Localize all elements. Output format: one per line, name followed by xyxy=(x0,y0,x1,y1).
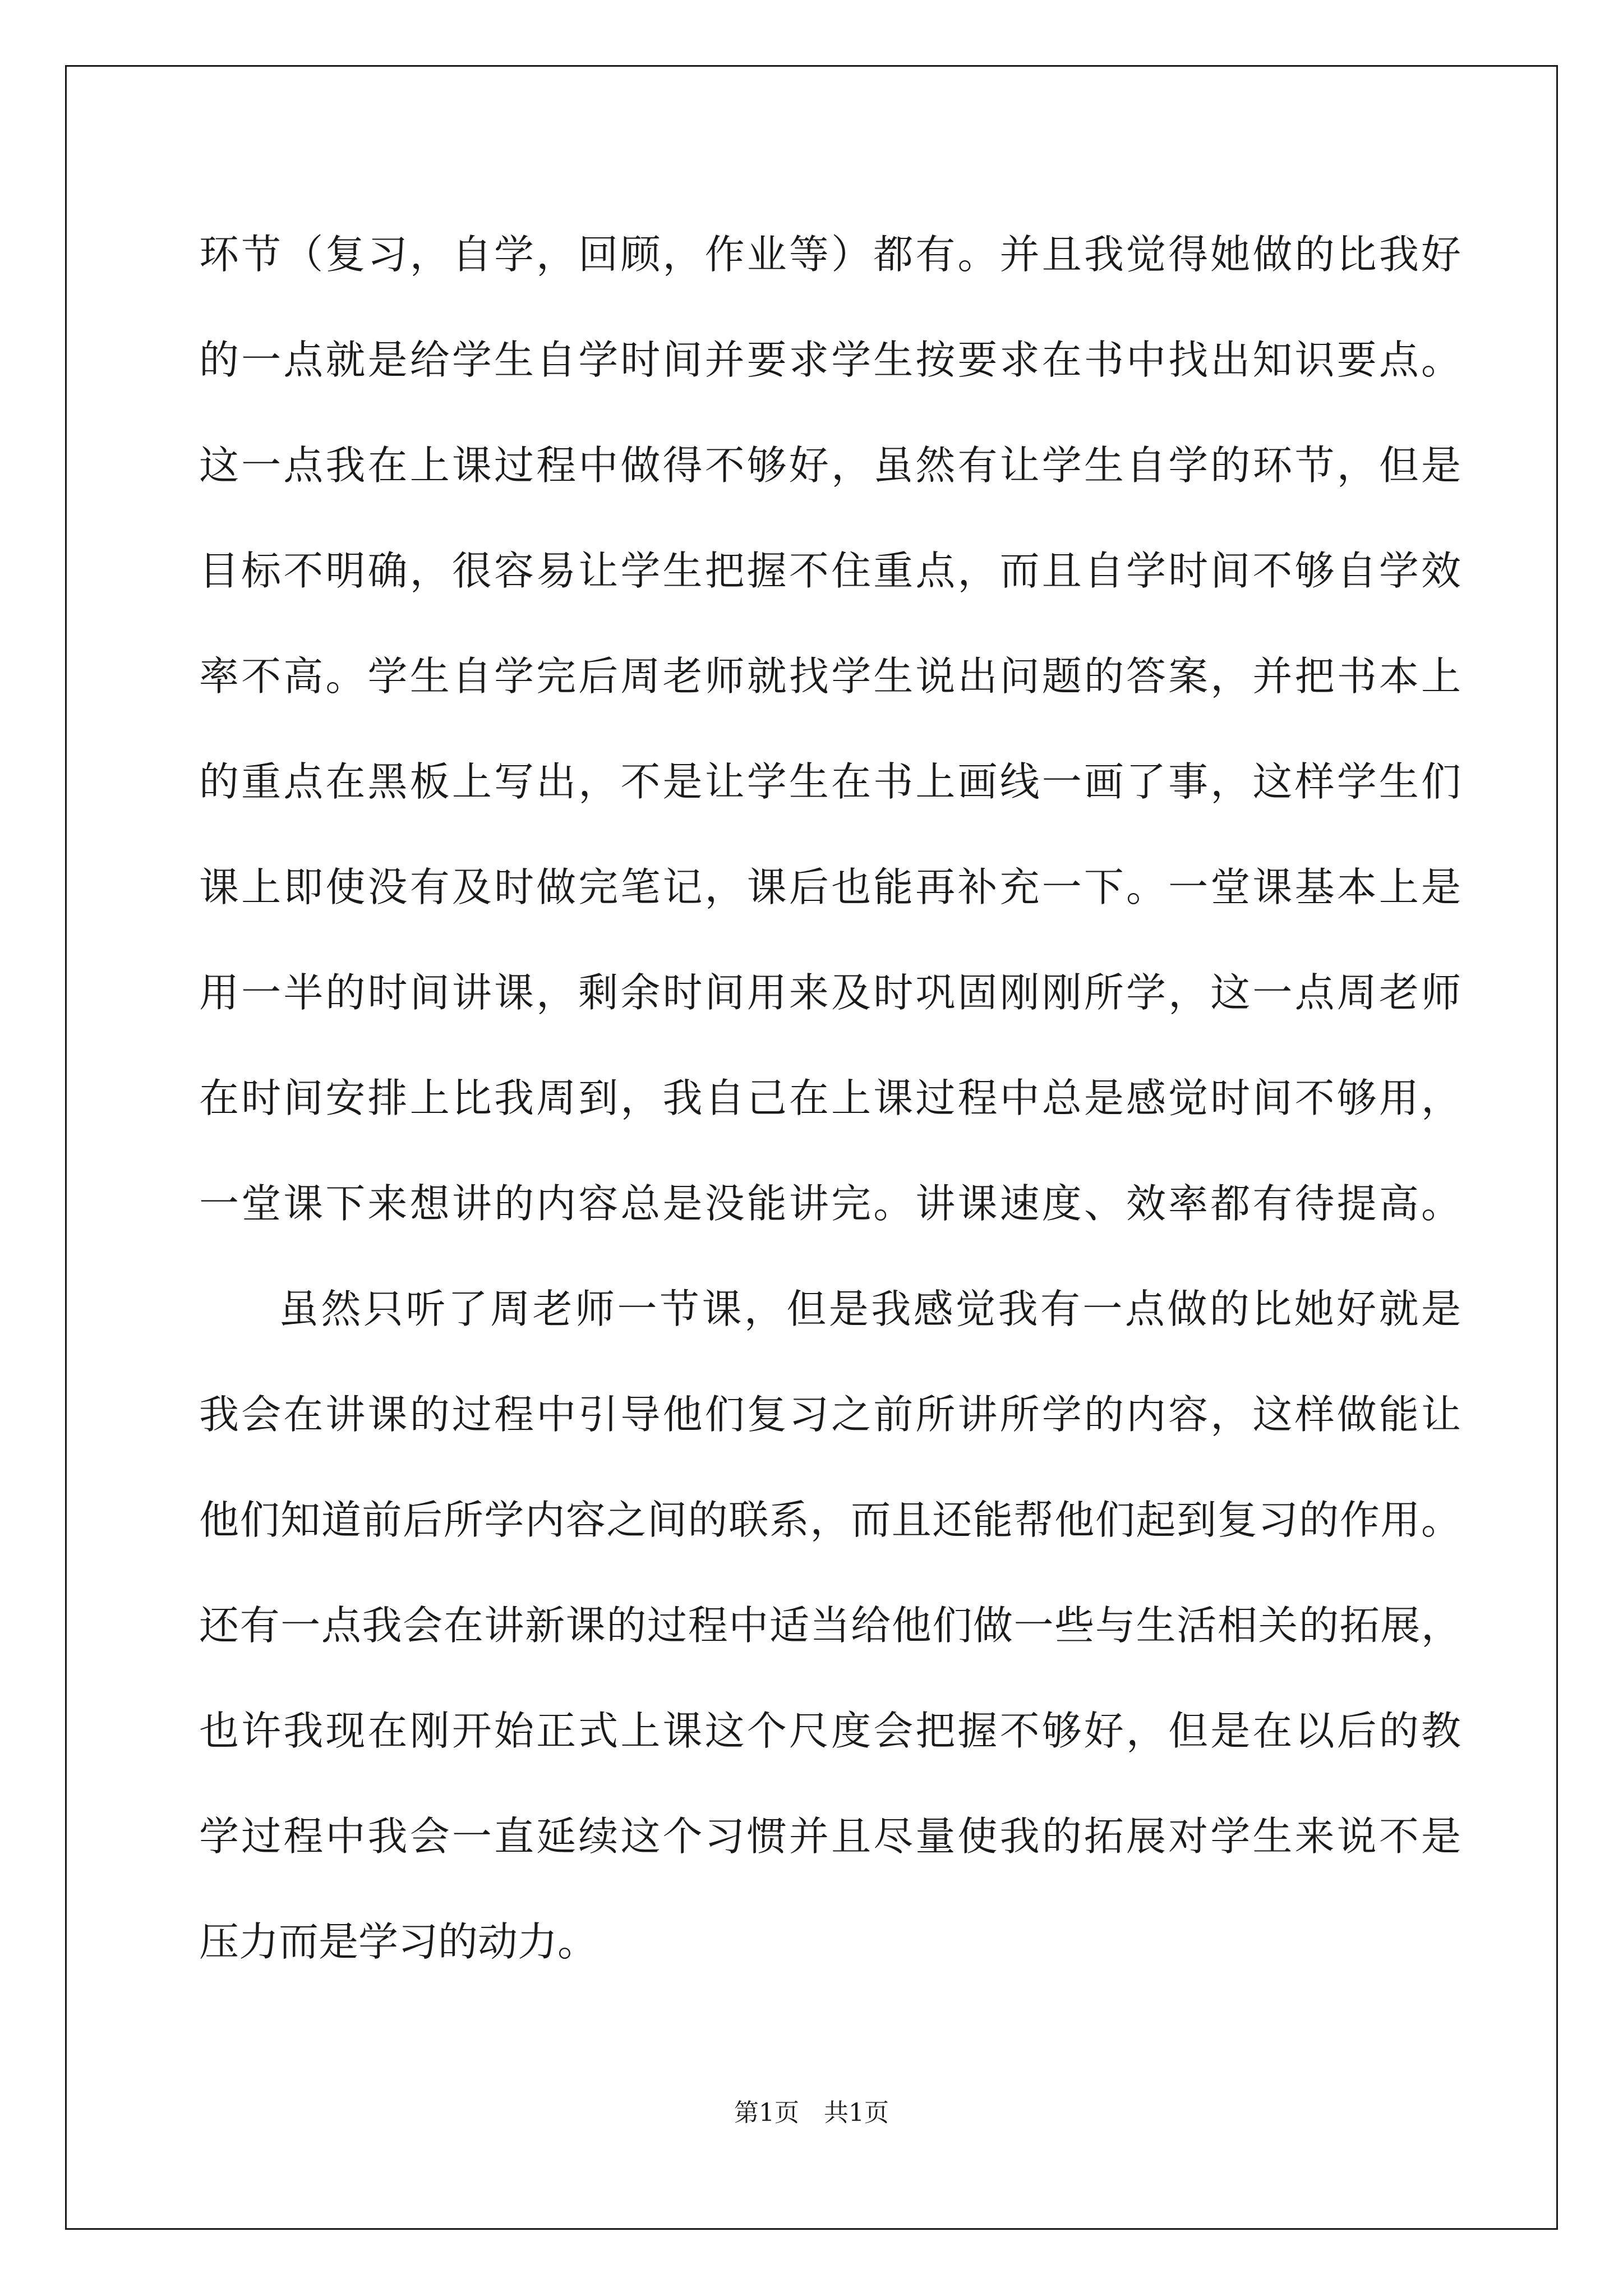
page-number-footer: 第1页 共1页 xyxy=(734,2099,889,2127)
text-line: 学过程中我会一直延续这个习惯并且尽量使我的拓展对学生来说不是 xyxy=(199,1813,1461,1860)
text-line: 率不高。学生自学完后周老师就找学生说出问题的答案，并把书本上 xyxy=(199,653,1461,700)
text-line: 用一半的时间讲课，剩余时间用来及时巩固刚刚所学，这一点周老师 xyxy=(199,969,1461,1016)
text-line: 目标不明确，很容易让学生把握不住重点，而且自学时间不够自学效 xyxy=(199,547,1461,594)
text-line: 也许我现在刚开始正式上课这个尺度会把握不够好，但是在以后的教 xyxy=(199,1708,1461,1754)
text-line: 一堂课下来想讲的内容总是没能讲完。讲课速度、效率都有待提高。 xyxy=(199,1180,1461,1227)
text-line: 在时间安排上比我周到，我自己在上课过程中总是感觉时间不够用， xyxy=(199,1075,1461,1121)
text-line: 这一点我在上课过程中做得不够好，虽然有让学生自学的环节，但是 xyxy=(199,442,1461,489)
paragraph-first-line: 虽然只听了周老师一节课，但是我感觉我有一点做的比她好就是 xyxy=(279,1286,1461,1332)
text-line: 他们知道前后所学内容之间的联系，而且还能帮他们起到复习的作用。 xyxy=(199,1497,1461,1543)
text-line: 压力而是学习的动力。 xyxy=(199,1918,598,1965)
text-line: 的重点在黑板上写出，不是让学生在书上画线一画了事，这样学生们 xyxy=(199,758,1461,805)
text-line: 的一点就是给学生自学时间并要求学生按要求在书中找出知识要点。 xyxy=(199,337,1461,383)
text-line: 我会在讲课的过程中引导他们复习之前所讲所学的内容，这样做能让 xyxy=(199,1391,1461,1438)
text-line: 课上即使没有及时做完笔记，课后也能再补充一下。一堂课基本上是 xyxy=(199,864,1461,910)
text-line: 还有一点我会在讲新课的过程中适当给他们做一些与生活相关的拓展， xyxy=(199,1602,1461,1649)
document-body xyxy=(199,202,1461,1995)
text-line: 环节（复习，自学，回顾，作业等）都有。并且我觉得她做的比我好 xyxy=(199,231,1461,278)
